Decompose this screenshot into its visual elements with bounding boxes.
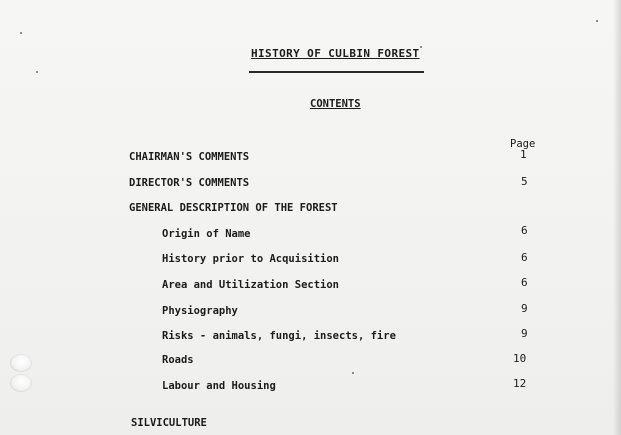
speck: [20, 32, 22, 34]
speck: [352, 372, 354, 374]
title-rule: [249, 71, 424, 73]
speck: [420, 46, 422, 48]
toc-entry-label: Roads: [162, 354, 194, 366]
toc-entry-label: Origin of Name: [162, 228, 251, 240]
toc-entry-label: Area and Utilization Section: [162, 279, 340, 291]
speck: [596, 20, 598, 22]
toc-entry-label: GENERAL DESCRIPTION OF THE FOREST: [129, 202, 338, 214]
toc-entry-page: 10: [513, 352, 527, 365]
document-title: HISTORY OF CULBIN FOREST: [251, 47, 420, 60]
toc-entry-label: History prior to Acquisition: [162, 253, 340, 265]
toc-entry-page: 6: [521, 276, 528, 289]
toc-entry-label: Physiography: [162, 305, 238, 317]
page-edge-shadow: [613, 0, 621, 435]
toc-entry-page: 9: [521, 302, 528, 315]
speck: [36, 71, 38, 73]
toc-entry-page: 12: [513, 377, 527, 390]
toc-entry-label: CHAIRMAN'S COMMENTS: [129, 151, 250, 163]
toc-entry-page: 9: [521, 327, 528, 340]
toc-entry-label: DIRECTOR'S COMMENTS: [129, 177, 250, 189]
toc-entry-page: 1: [520, 148, 527, 161]
toc-entry-page: 6: [521, 251, 528, 264]
punch-hole: [10, 354, 32, 372]
toc-entry-label: Risks - animals, fungi, insects, fire: [162, 330, 396, 342]
toc-entry-label: Labour and Housing: [162, 380, 276, 392]
toc-entry-page: 5: [521, 175, 528, 188]
page-column-label: Page: [510, 138, 536, 150]
toc-entry-label: SILVICULTURE: [131, 417, 207, 429]
toc-entry-page: 6: [521, 224, 528, 237]
contents-heading: CONTENTS: [310, 98, 361, 110]
punch-hole: [10, 374, 32, 392]
